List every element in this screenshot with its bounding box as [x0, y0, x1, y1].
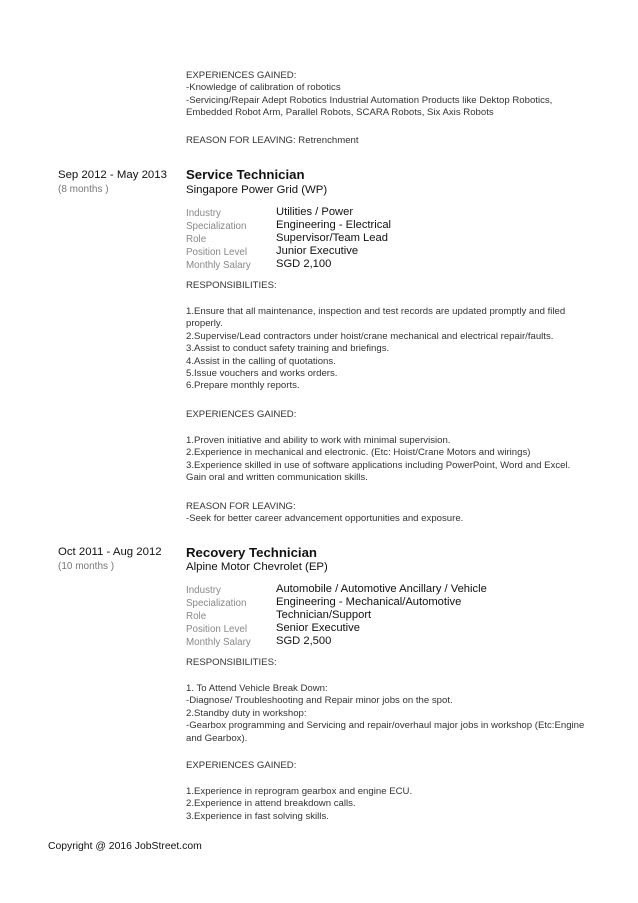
- experience-line: 2.Experience in mechanical and electronic. (Etc: Hoist/Crane Motors and wirings): [186, 447, 531, 459]
- experiences-heading: EXPERIENCES GAINED:: [186, 409, 297, 420]
- responsibility-line: 4.Assist in the calling of quotations.: [186, 355, 336, 367]
- company-name: Alpine Motor Chevrolet (EP): [186, 561, 328, 573]
- experience-line: 2.Experience in attend breakdown calls.: [186, 798, 356, 810]
- role-label: Role: [186, 611, 207, 622]
- responsibility-line: 5.Issue vouchers and works orders.: [186, 368, 338, 380]
- industry-label: Industry: [186, 208, 221, 219]
- experience-line: Gain oral and written communication skills.: [186, 472, 368, 484]
- responsibility-line: -Gearbox programming and Servicing and repair/overhaul major jobs in workshop (Etc:Engine: [186, 720, 585, 732]
- prev-job-experiences: [186, 70, 586, 120]
- responsibility-line: 6.Prepare monthly reports.: [186, 380, 300, 392]
- responsibilities-list: [186, 683, 586, 745]
- responsibilities-heading: RESPONSIBILITIES:: [186, 280, 277, 291]
- responsibility-line: 2.Standby duty in workshop:: [186, 707, 307, 719]
- prev-job-reason: [186, 135, 586, 147]
- job-duration: (10 months ): [58, 561, 115, 572]
- experience-line: 3.Experience in fast solving skills.: [186, 810, 329, 822]
- responsibility-line: 1.Ensure that all maintenance, inspection and test records are updated promptly and filed: [186, 306, 566, 317]
- reason-block: [186, 501, 586, 526]
- specialization-value: Engineering - Electrical: [276, 219, 392, 231]
- experiences-list: [186, 435, 586, 485]
- responsibilities-heading-block: [186, 657, 586, 669]
- responsibility-line: 2.Supervise/Lead contractors under hoist/crane mechanical and electrical repair/faults.: [186, 330, 554, 342]
- responsibility-line: 3.Assist to conduct safety training and briefings.: [186, 343, 390, 355]
- monthly-salary-value: SGD 2,500: [276, 635, 332, 647]
- company-name: Singapore Power Grid (WP): [186, 184, 328, 196]
- position-level-value: Senior Executive: [276, 622, 360, 634]
- experience-line: 1.Proven initiative and ability to work with minimal supervision.: [186, 435, 451, 446]
- role-value: Technician/Support: [276, 609, 372, 621]
- experience-line: Embedded Robot Arm, Parallel Robots, SCARA Robots, Six Axis Robots: [186, 107, 494, 119]
- position-level-label: Position Level: [186, 624, 247, 635]
- reason-heading: REASON FOR LEAVING:: [186, 501, 296, 512]
- job-title: Recovery Technician: [186, 545, 317, 560]
- monthly-salary-label: Monthly Salary: [186, 260, 251, 271]
- experiences-heading-block: [186, 760, 586, 772]
- experiences-heading: EXPERIENCES GAINED:: [186, 70, 297, 81]
- role-value: Supervisor/Team Lead: [276, 232, 388, 244]
- responsibility-line: -Diagnose/ Troubleshooting and Repair minor jobs on the spot.: [186, 695, 453, 707]
- industry-value: Automobile / Automotive Ancillary / Vehicle: [276, 583, 487, 595]
- specialization-label: Specialization: [186, 221, 247, 232]
- experience-line: 1.Experience in reprogram gearbox and engine ECU.: [186, 786, 413, 797]
- experiences-list: [186, 786, 586, 823]
- monthly-salary-value: SGD 2,100: [276, 258, 332, 270]
- job-duration: (8 months ): [58, 184, 109, 195]
- responsibility-line: and Gearbox).: [186, 732, 248, 744]
- responsibilities-heading: RESPONSIBILITIES:: [186, 657, 277, 668]
- industry-value: Utilities / Power: [276, 206, 354, 218]
- copyright-footer: Copyright @ 2016 JobStreet.com: [48, 841, 202, 852]
- responsibility-line: properly.: [186, 318, 223, 330]
- experiences-heading-block: [186, 409, 586, 421]
- job-date-range: Sep 2012 - May 2013: [58, 169, 167, 181]
- industry-label: Industry: [186, 585, 221, 596]
- responsibilities-heading-block: [186, 280, 586, 292]
- experiences-heading: EXPERIENCES GAINED:: [186, 760, 297, 771]
- experience-line: 3.Experience skilled in use of software applications including PowerPoint, Word and Excel.: [186, 459, 571, 471]
- reason-for-leaving: REASON FOR LEAVING: Retrenchment: [186, 135, 359, 146]
- monthly-salary-label: Monthly Salary: [186, 637, 251, 648]
- experience-line: -Servicing/Repair Adept Robotics Industrial Automation Products like Dektop Robotics,: [186, 94, 553, 106]
- experience-line: -Knowledge of calibration of robotics: [186, 82, 341, 94]
- specialization-value: Engineering - Mechanical/Automotive: [276, 596, 462, 608]
- responsibilities-list: [186, 306, 586, 393]
- position-level-label: Position Level: [186, 247, 247, 258]
- position-level-value: Junior Executive: [276, 245, 359, 257]
- role-label: Role: [186, 234, 207, 245]
- job-title: Service Technician: [186, 167, 305, 182]
- job-date-range: Oct 2011 - Aug 2012: [58, 546, 162, 558]
- specialization-label: Specialization: [186, 598, 247, 609]
- responsibility-line: 1. To Attend Vehicle Break Down:: [186, 683, 328, 694]
- reason-line: -Seek for better career advancement opportunities and exposure.: [186, 513, 464, 525]
